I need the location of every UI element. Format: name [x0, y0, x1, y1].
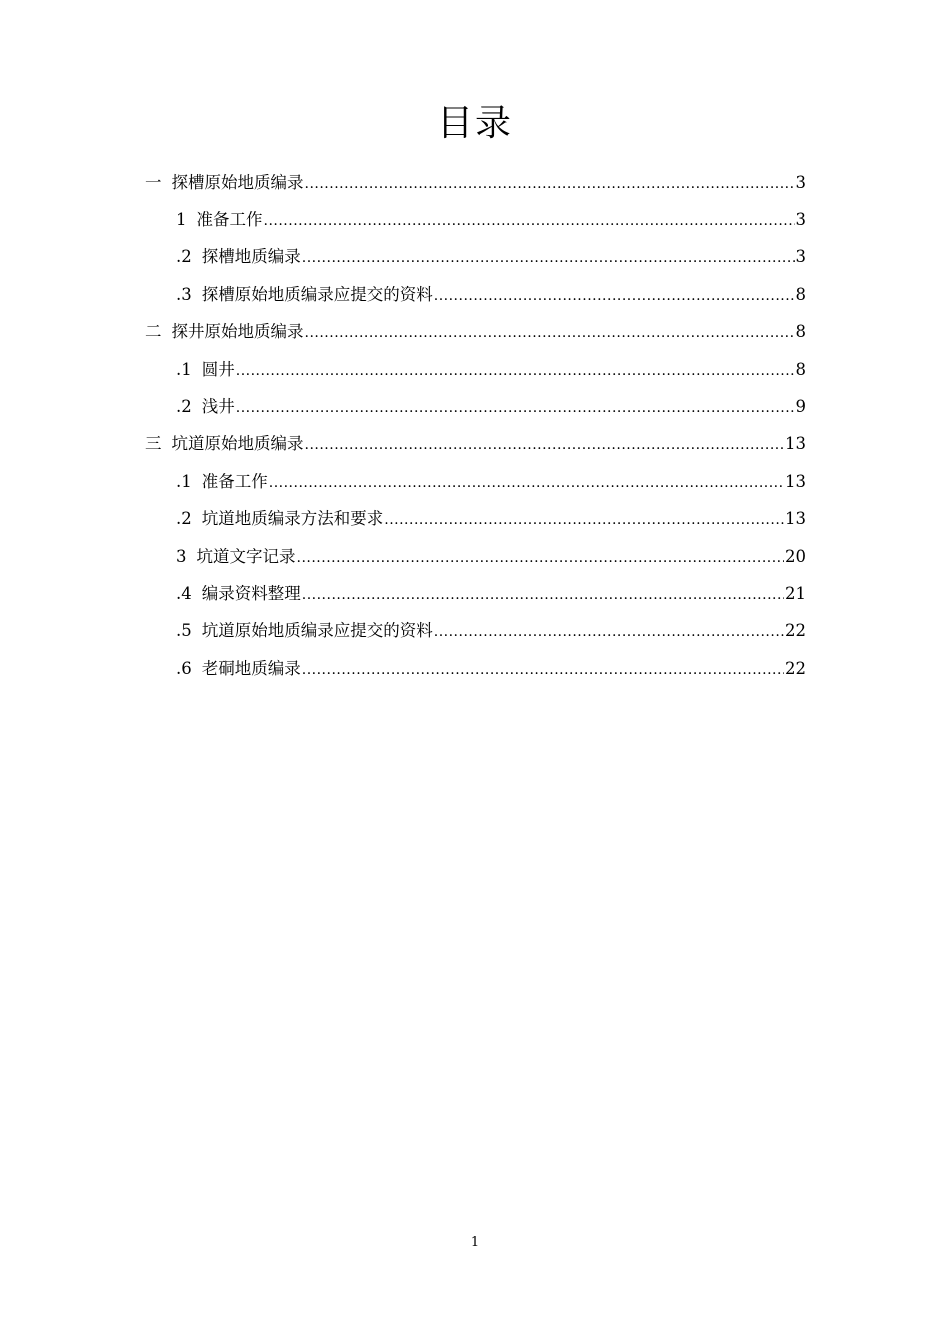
- page-number: 1: [470, 1235, 480, 1250]
- toc-entry-chapter-1[interactable]: [0, 164, 806, 201]
- toc-entry-text: 坑道原始地质编录应提交的资料: [201, 621, 433, 641]
- dot-leader: [384, 510, 784, 530]
- toc-entry-section-1-1[interactable]: [0, 201, 806, 238]
- toc-entry-page: 22: [785, 621, 806, 641]
- dot-leader: [264, 211, 795, 231]
- toc-entry-number: .1: [176, 359, 192, 379]
- toc-entry-page: 3: [795, 210, 806, 230]
- toc-entry-page: 13: [785, 471, 806, 491]
- dot-leader: [434, 622, 784, 642]
- dot-leader: [236, 361, 795, 381]
- toc-entry-number: 二: [145, 322, 162, 342]
- toc-entry-text: 坑道地质编录方法和要求: [201, 509, 384, 529]
- toc-entry-text: 准备工作: [201, 471, 268, 491]
- toc-entry-number: .1: [176, 471, 192, 491]
- toc-entry-page: 3: [795, 247, 806, 267]
- toc-entry-text: 探井原始地质编录: [171, 322, 304, 342]
- toc-entry-section-1-2[interactable]: [0, 239, 806, 276]
- toc-entry-number: .3: [176, 284, 192, 304]
- toc-entry-section-3-5[interactable]: [0, 613, 806, 650]
- toc-entry-page: 13: [785, 509, 806, 529]
- dot-leader: [305, 174, 795, 194]
- toc-entry-section-3-6[interactable]: [0, 650, 806, 687]
- toc-entry-section-3-1[interactable]: [0, 463, 806, 500]
- toc-entry-section-3-3[interactable]: [0, 538, 806, 575]
- dot-leader: [302, 248, 795, 268]
- toc-entry-page: 9: [795, 397, 806, 417]
- toc-entry-section-2-2[interactable]: [0, 388, 806, 425]
- toc-entry-number: 1: [176, 210, 187, 230]
- toc-entry-section-3-2[interactable]: [0, 501, 806, 538]
- toc-entry-page: 8: [795, 284, 806, 304]
- toc-entry-page: 8: [795, 359, 806, 379]
- dot-leader: [302, 585, 784, 605]
- toc-entry-chapter-2[interactable]: [0, 314, 806, 351]
- toc-entry-text: 坑道原始地质编录: [171, 434, 304, 454]
- toc-entry-page: 21: [785, 583, 806, 603]
- toc-entry-text: 浅井: [201, 397, 235, 417]
- dot-leader: [302, 660, 784, 680]
- toc-entry-number: .5: [176, 621, 192, 641]
- toc-title: 目录: [436, 103, 513, 144]
- toc-entry-chapter-3[interactable]: [0, 426, 806, 463]
- toc-entry-text: 准备工作: [196, 210, 263, 230]
- dot-leader: [305, 323, 795, 343]
- dot-leader: [236, 398, 795, 418]
- toc-entry-page: 20: [785, 546, 806, 566]
- table-of-contents: [0, 164, 950, 687]
- toc-entry-number: 3: [176, 546, 187, 566]
- dot-leader: [269, 473, 784, 493]
- dot-leader: [297, 548, 785, 568]
- dot-leader: [434, 286, 795, 306]
- toc-entry-number: .2: [176, 397, 192, 417]
- toc-entry-number: .2: [176, 247, 192, 267]
- toc-entry-text: 编录资料整理: [201, 583, 301, 603]
- toc-entry-page: 3: [795, 172, 806, 192]
- toc-entry-text: 圆井: [201, 359, 235, 379]
- toc-entry-text: 探槽地质编录: [201, 247, 301, 267]
- toc-entry-page: 13: [785, 434, 806, 454]
- toc-entry-number: 三: [145, 434, 162, 454]
- toc-entry-section-2-1[interactable]: [0, 351, 806, 388]
- toc-entry-number: .4: [176, 583, 192, 603]
- toc-entry-section-3-4[interactable]: [0, 575, 806, 612]
- toc-entry-number: .6: [176, 658, 192, 678]
- toc-entry-number: .2: [176, 509, 192, 529]
- toc-entry-section-1-3[interactable]: [0, 276, 806, 313]
- toc-entry-text: 老硐地质编录: [201, 658, 301, 678]
- toc-entry-number: 一: [145, 172, 162, 192]
- toc-entry-page: 22: [785, 658, 806, 678]
- toc-entry-page: 8: [795, 322, 806, 342]
- toc-entry-text: 探槽原始地质编录应提交的资料: [201, 284, 433, 304]
- toc-entry-text: 坑道文字记录: [196, 546, 296, 566]
- toc-entry-text: 探槽原始地质编录: [171, 172, 304, 192]
- dot-leader: [305, 435, 785, 455]
